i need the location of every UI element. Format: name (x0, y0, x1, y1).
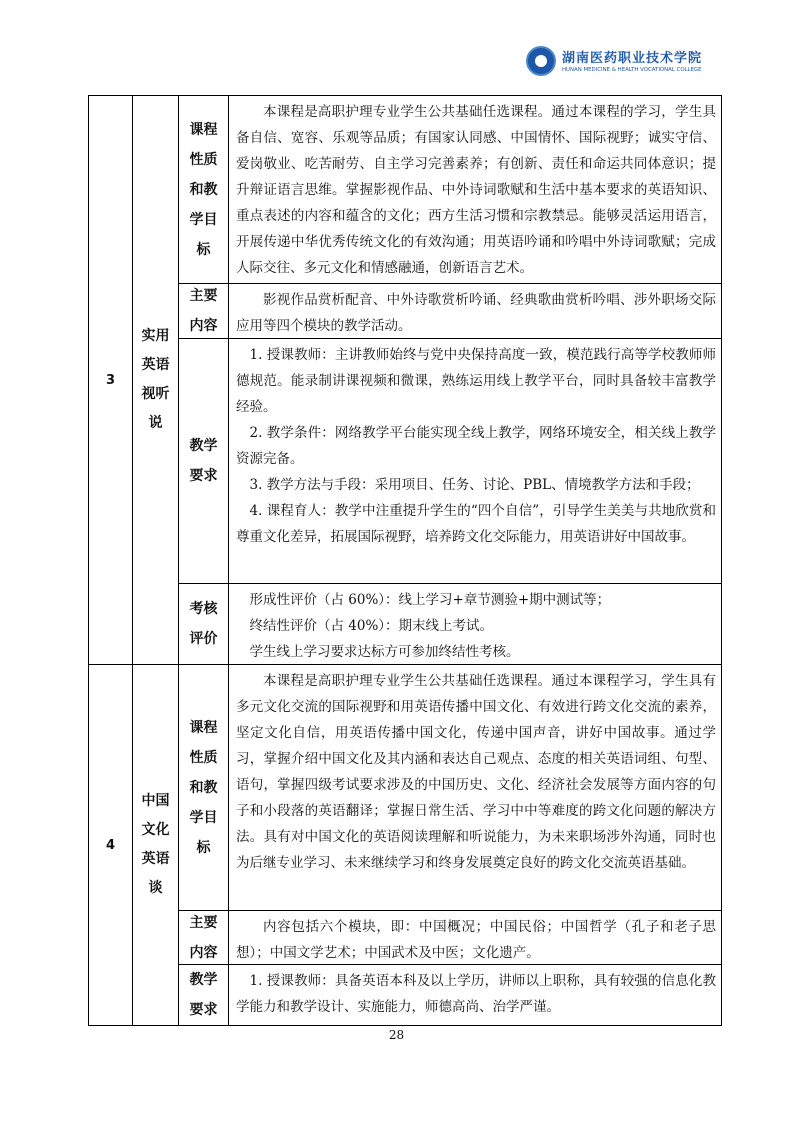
course-number: 4 (105, 837, 116, 853)
row-label-nature-goals: 课程性质和教学目标 (189, 719, 218, 856)
course-name: 中国文化英语谈 (141, 793, 170, 896)
row-content-nature-goals: 本课程是高职护理专业学生公共基础任选课程。通过本课程学习，学生具有多元文化交流的国际视野和用英语传播中国文化、有效进行跨文化交流的素养，坚定文化自信，用英语传播中国文化，传递中国声音，讲好中国故事。通过学习，掌握介绍中国文化及其内涵和表达自己观点、态度的相关英语词组、句型、语句，掌握四级考试要求涉及的中国历史、文化、经济社会发展等方面内容的句子和小段落的英语翻译；掌握日常生活、学习中中等难度的跨文化问题的解决方法。具有对中国文化的英语阅读理解和听说能力，为未来职场涉外沟通，同时也为后继专业学习、未来继续学习和终身发展奠定良好的跨文化交流英语基础。 (236, 673, 716, 871)
course-name: 实用英语视听说 (141, 328, 170, 431)
row-content-assessment: 形成性评价（占 60%）：线上学习+章节测验+期中测试等； 终结性评价（占 40%）：期末线上考试。 学生线上学习要求达标方可参加终结性考核。 (249, 592, 611, 660)
row-content-teaching-requirements: 1. 授课教师：主讲教师始终与党中央保持高度一致，模范践行高等学校教师师德规范。能录制讲课视频和微课，熟练运用线上教学平台，同时具备较丰富教学经验。 2. 教学条件：网络教学平台能实现全线上教学，网络环境安全，相关线上教学资源完备。 3. 教学方法与手段：采用项目、任务、讨论、PBL、情境教学方法和手段； 4. 课程育人：教学中注重提升学生的“四个自信”，引导学生美美与共地欣赏和尊重文化差异，拓展国际视野，培养跨文化交际能力，用英语讲好中国故事。 (236, 347, 716, 545)
row-label-assessment: 考核评价 (189, 601, 218, 647)
row-label-teaching-requirements: 教学要求 (189, 438, 218, 484)
page-header (0, 0, 793, 90)
row-label-nature-goals: 课程性质和教学目标 (189, 121, 218, 258)
row-label-teaching-requirements: 教学要求 (189, 972, 218, 1018)
row-label-main-content: 主要内容 (189, 914, 218, 961)
row-content-nature-goals: 本课程是高职护理专业学生公共基础任选课程。通过本课程的学习，学生具备自信、宽容、乐观等品质；有国家认同感、中国情怀、国际视野；诚实守信、爱岗敬业、吃苦耐劳、自主学习完善素养；有创新、责任和命运共同体意识；提升辩证语言思维。掌握影视作品、中外诗词歌赋和生活中基本要求的英语知识、重点表述的内容和蕴含的文化；西方生活习惯和宗教禁忌。能够灵活运用语言，开展传递中华优秀传统文化的有效沟通；用英语吟诵和吟唱中外诗词歌赋；完成人际交往、多元文化和情感融通，创新语言艺术。 (236, 104, 716, 276)
college-logo-icon (526, 46, 556, 76)
row-content-main-content: 影视作品赏析配音、中外诗歌赏析吟诵、经典歌曲赏析吟唱、涉外职场交际应用等四个模块的教学活动。 (236, 292, 716, 334)
school-name-en: HUNAN MEDICINE & HEALTH VOCATIONAL COLLEGE (562, 67, 702, 73)
course-number: 3 (105, 372, 116, 388)
row-content-teaching-requirements: 1. 授课教师：具备英语本科及以上学历，讲师以上职称，具有较强的信息化教学能力和教学设计、实施能力，师德高尚、治学严谨。 (236, 973, 716, 1015)
page-number: 28 (388, 1028, 405, 1042)
row-content-main-content: 内容包括六个模块，即：中国概况；中国民俗；中国哲学（孔子和老子思想）；中国文学艺术；中国武术及中医；文化遗产。 (236, 919, 716, 961)
row-label-main-content: 主要内容 (189, 288, 218, 334)
school-name-cn: 湖南医药职业技术学院 (562, 51, 703, 66)
